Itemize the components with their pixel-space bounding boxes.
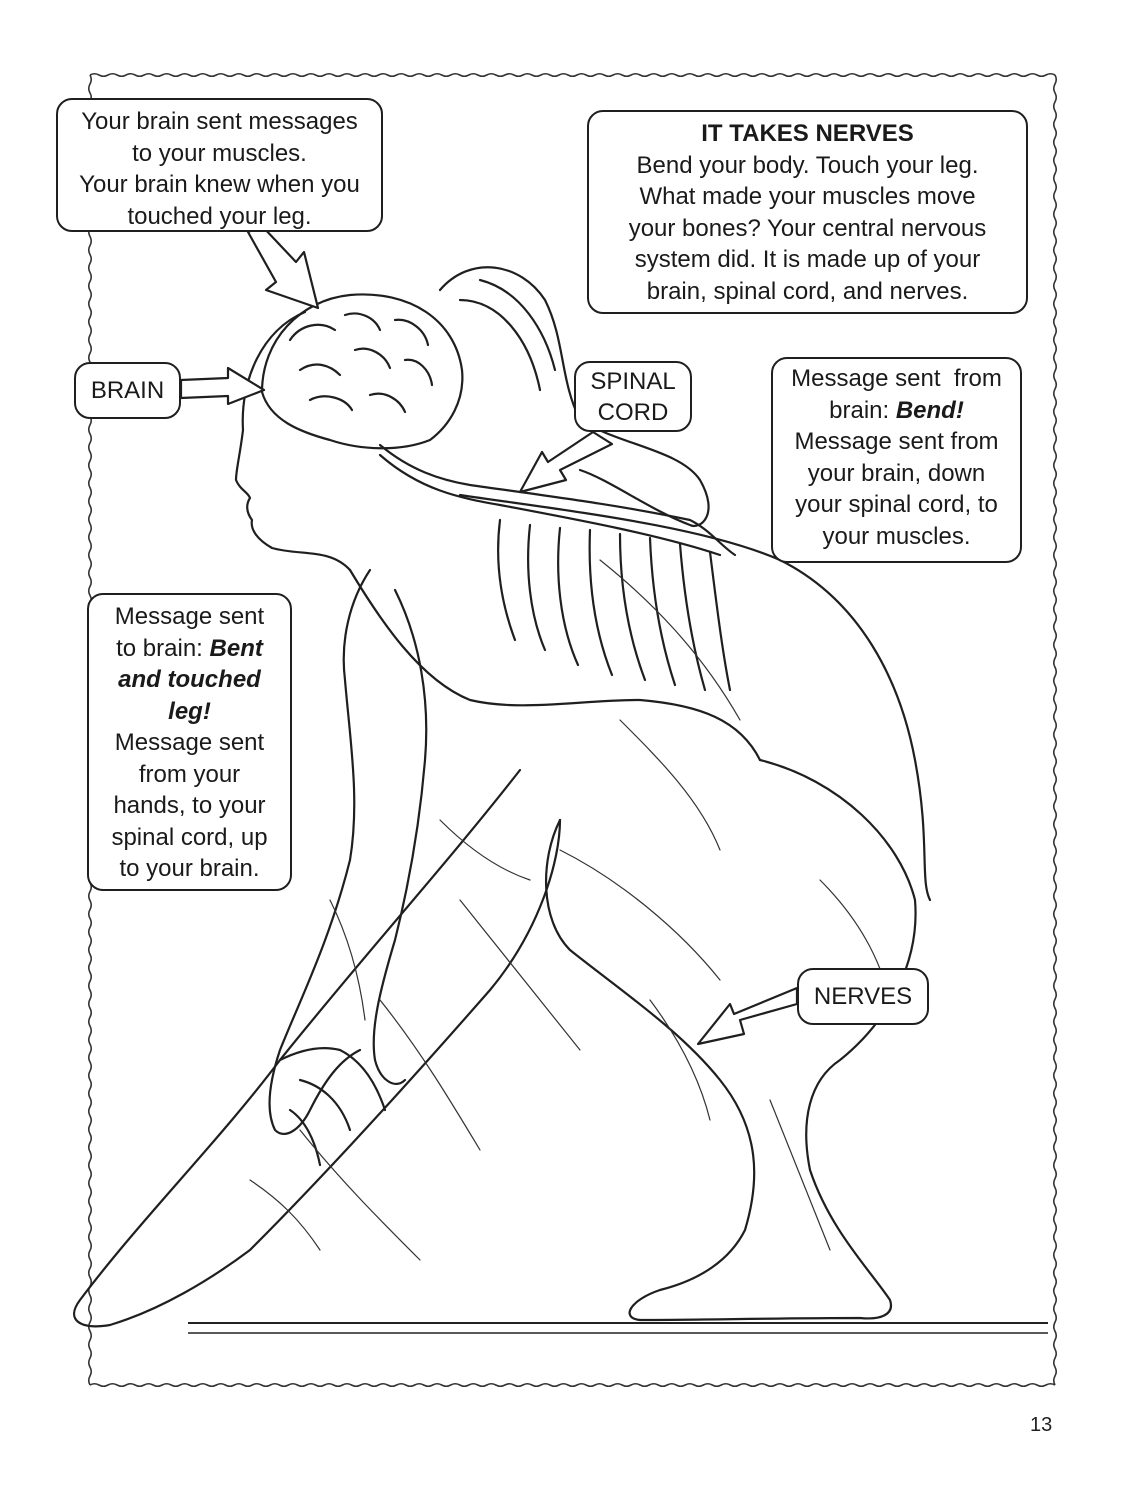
bend-emphasis: Bend! [895, 396, 964, 424]
hand [280, 1048, 385, 1165]
nerve-fibres [250, 560, 890, 1260]
brain-messages-callout [56, 98, 383, 232]
it-takes-nerves-title: IT TAKES NERVES [701, 120, 914, 147]
arrow-spinal [520, 432, 612, 492]
touched-emphasis-bent: Bent [209, 634, 263, 662]
touched-line-5: Message sent [114, 729, 265, 756]
brain-messages-line-4: touched your leg. [127, 202, 312, 230]
touched-line-2-prefix: to brain: [116, 634, 210, 662]
brain-label [74, 362, 181, 419]
touched-leg-message-callout [87, 593, 292, 891]
it-takes-nerves-callout [587, 110, 1028, 314]
touched-line-9: to your brain. [119, 855, 260, 882]
spinal-cord-label [574, 361, 692, 432]
bend-line-2-prefix: brain: [829, 396, 896, 424]
nerves-intro-line-4: system did. It is made up of your [634, 246, 981, 273]
touched-line-3 [89, 664, 290, 696]
page-number: 13 [1030, 1414, 1053, 1436]
touched-emphasis-3: leg! [168, 697, 211, 725]
nerves-intro-line-2: What made your muscles move [639, 183, 976, 210]
touched-line-8: spinal cord, up [111, 823, 268, 851]
front-leg [546, 760, 915, 1320]
brain-messages-line-3: Your brain knew when you [79, 171, 360, 198]
touched-line-6: from your [138, 760, 241, 788]
spinal-label-line-1: SPINAL [590, 368, 676, 395]
brain-messages-line-2: to your muscles. [132, 139, 307, 167]
spinal-label-line-2: CORD [597, 399, 669, 426]
touched-line-4 [89, 696, 290, 728]
bend-message-callout [771, 357, 1022, 563]
nerves-label [797, 968, 929, 1025]
brain-messages-line-1: Your brain sent messages [81, 108, 358, 135]
bend-line-6: your muscles. [822, 522, 971, 550]
nerves-intro-line-1: Bend your body. Touch your leg. [636, 151, 979, 179]
rib-cage [498, 520, 730, 690]
nerves-label-text: NERVES [813, 983, 913, 1010]
bend-line-2 [773, 395, 1020, 427]
bend-line-3: Message sent from [794, 428, 999, 455]
nerves-intro-line-3: your bones? Your central nervous [628, 214, 987, 242]
arrow-nerves [698, 988, 797, 1044]
nerves-intro-line-5: brain, spinal cord, and nerves. [646, 277, 969, 305]
arrow-to-brain-top [248, 226, 318, 308]
touched-line-2 [89, 633, 290, 665]
touched-line-7: hands, to your [113, 792, 266, 819]
brain-label-text: BRAIN [90, 377, 165, 404]
touched-emphasis-2: and touched [118, 666, 261, 693]
floor-line [188, 1323, 1048, 1333]
bend-line-4: your brain, down [807, 459, 986, 487]
bend-line-5: your spinal cord, to [795, 491, 998, 518]
bend-line-1: Message sent from [791, 365, 1002, 392]
touched-line-1: Message sent [114, 603, 265, 630]
